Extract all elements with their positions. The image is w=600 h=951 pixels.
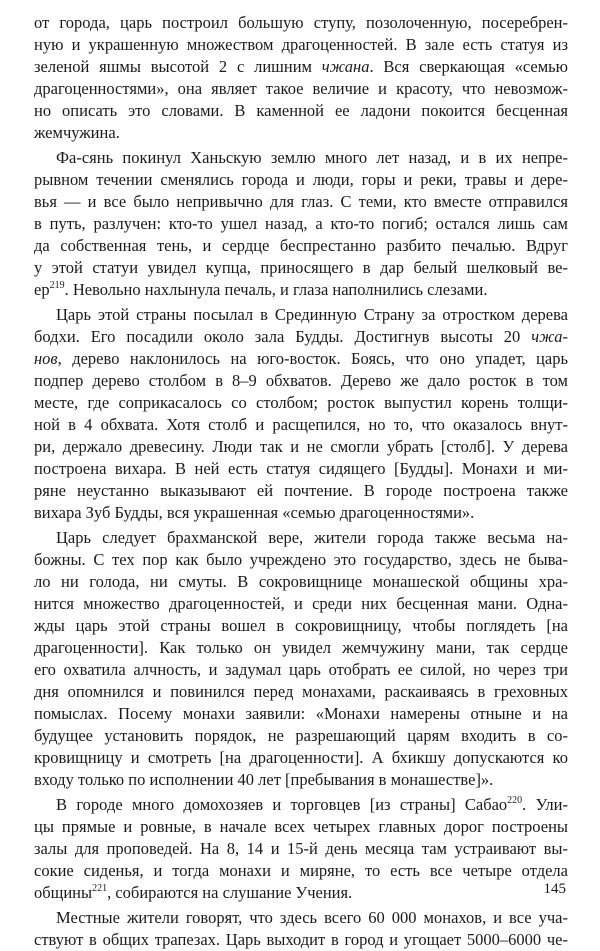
text-line: ри, держало древесину. Люди так и не смогли убрать [столб]. У дерева [34,437,568,456]
text-line: рывном течении сменялись города и люди, горы и реки, травы и дере- [34,170,568,189]
text-line: ной в 4 обхвата. Хотя столб и расщепился, но то, что оказалось внут- [34,415,568,434]
text-line [34,794,568,816]
text-line: да собственная тень, и сердце беспрестанно разбито печалью. Вдруг [34,236,568,255]
text-line: ряне неустанно выказывают ей почтение. В городе построена также [34,481,568,500]
book-page [34,12,568,951]
text-line: от города, царь построил большую ступу, позолоченную, посеребрен- [34,13,568,32]
text-segment: , собираются на слушание Учения. [107,883,353,902]
footnote-marker: 220 [507,795,523,806]
paragraph [34,147,568,301]
paragraph [34,527,568,791]
text-line [34,279,568,301]
text-line [34,56,568,78]
footnote-marker: 219 [49,280,65,291]
text-line: в путь, разлучен: кто-то ушел назад, а кто-то погиб; остался лишь сам [34,214,568,233]
text-line: будущее установить порядок, не разрешающий царям входить в со- [34,726,568,745]
text-line: Царь этой страны посылал в Срединную Страну за отростком дерева [56,305,568,324]
footnote-marker: 221 [92,883,108,894]
italic-term: чжана [321,57,370,76]
page-number: 145 [543,881,566,897]
text-line: божны. С тех пор как было учреждено это государство, здесь не быва- [34,550,568,569]
text-line: нится множество драгоценностей, и среди них бесценная мани. Одна- [34,594,568,613]
paragraph [34,304,568,524]
paragraph [34,12,568,144]
text-line [34,882,568,904]
text-segment: . Ули- [522,795,568,814]
text-line: входу только по исполнении 40 лет [пребывания в монашестве]». [34,770,494,789]
text-segment: зеленой яшмы высотой 2 с лишним [34,57,322,76]
text-line: Фа-сянь покинул Ханьскую землю много лет назад, и в их непре- [56,148,568,167]
text-segment: . Вся сверкающая «семью [369,57,568,76]
text-line: ло ни голода, ни смуты. В сокровищнице монашеской общины хра- [34,572,568,591]
text-segment: , дерево наклонилось на юго-восток. Боясь, что оно упадет, царь [57,349,568,368]
text-line: цы прямые и ровные, в начале всех четырех главных дорог построены [34,817,568,836]
text-line: жды царь этой страны вошел в сокровищницу, чтобы поглядеть [на [34,616,568,635]
text-line: месте, где соприкасалось со столбом; росток выпустил корень толщи- [34,393,568,412]
text-segment: В городе много домохозяев и торговцев [из страны] Сабао [56,795,508,814]
text-segment: . Невольно нахлынула печаль, и глаза наполнились слезами. [64,280,488,299]
text-line: у этой статуи увидел купца, приносящего в дар белый шелковый ве- [34,258,568,277]
text-line: кровищницу и смотреть [на драгоценности]. А бхикшу допускаются ко [34,748,568,767]
text-line: построена вихара. В ней есть статуя сидящего [Будды]. Монахи и ми- [34,459,568,478]
text-line: залы для проповедей. На 8, 14 и 15-й день месяца там устраивают вы- [34,839,568,858]
text-line: но описать это словами. В каменной ее ладони покоится бесценная [34,101,568,120]
text-line: подпер дерево столбом в 8–9 обхватов. Дерево же дало росток в том [34,371,568,390]
italic-term: нов [34,349,58,368]
text-line: Местные жители говорят, что здесь всего 60 000 монахов, и все уча- [56,908,568,927]
text-line: сокие сиденья, и тогда монахи и миряне, то есть все четыре отдела [34,861,568,880]
text-line: дня опомнился и повинился перед монахами, раскаиваясь в греховных [34,682,568,701]
text-line: вихара Зуб Будды, вся украшенная «семью драгоценностями». [34,503,475,522]
text-line: Царь следует брахманской вере, жители города также весьма на- [56,528,568,547]
paragraph [34,907,568,951]
text-line [34,326,568,348]
text-segment: общины [34,883,93,902]
text-line: драгоценности]. Как только он увидел жемчужину мани, так сердце [34,638,568,657]
text-line: ствуют в общих трапезах. Царь выходит в город и угощает 5000–6000 че- [34,930,568,949]
text-line: вья — и все было непривычно для глаз. С теми, кто вместе отправился [34,192,568,211]
text-line [34,348,568,370]
text-line: драгоценностями», она являет такое величие и красоту, что невозмож- [34,79,568,98]
text-segment: ер [34,280,50,299]
text-line: его охватила алчность, и задумал царь отобрать ее силой, но через три [34,660,568,679]
text-line: ную и украшенную множеством драгоценностей. В зале есть статуя из [34,35,568,54]
text-line: жемчужина. [34,123,120,142]
text-line: помыслах. Посему монахи заявили: «Монахи намерены отныне и на [34,704,568,723]
text-segment: бодхи. Его посадили около зала Будды. Достигнув высоты 20 [34,327,532,346]
italic-term: чжа- [531,327,568,346]
paragraph [34,794,568,904]
